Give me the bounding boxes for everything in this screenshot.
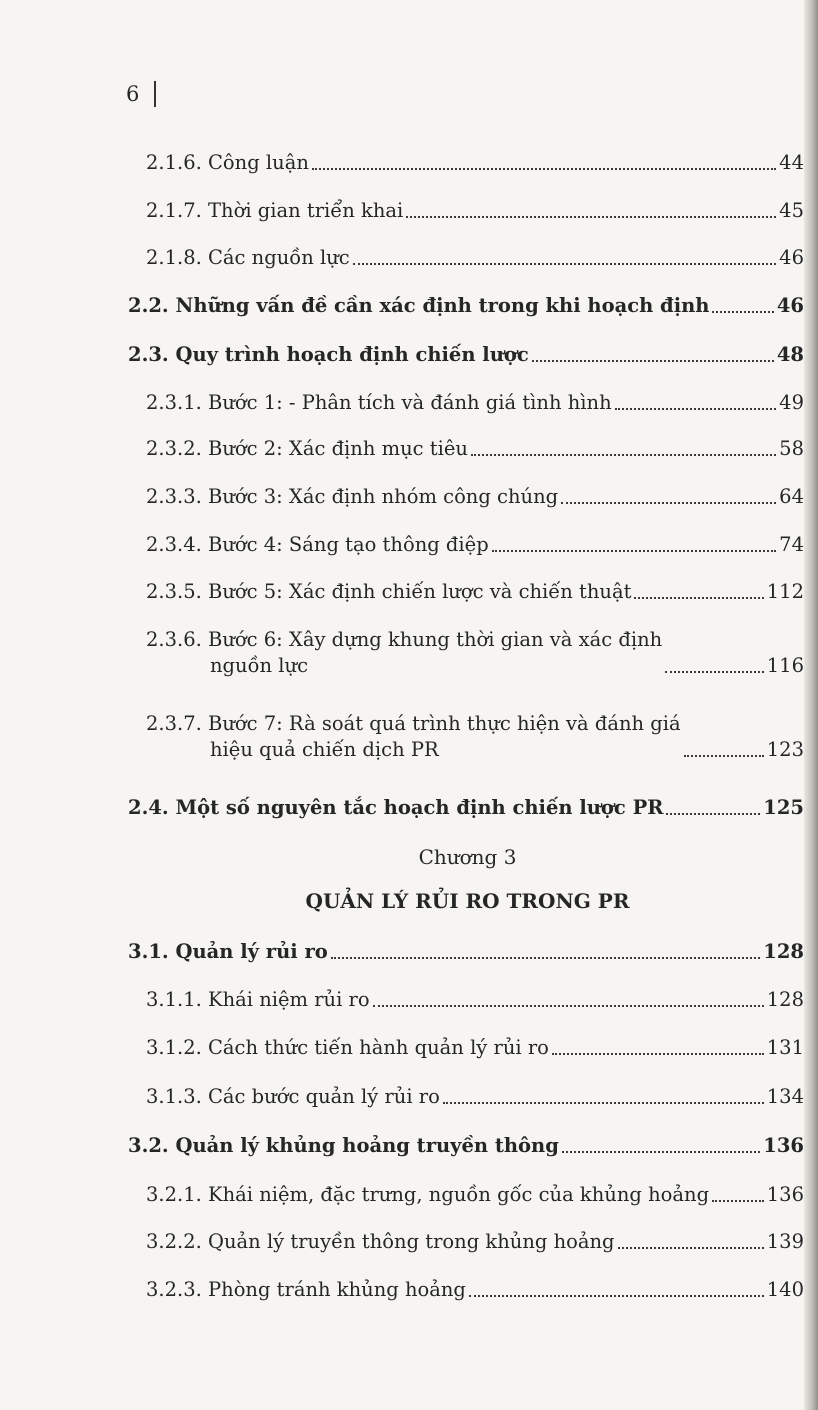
leader-dots xyxy=(406,216,776,218)
toc-entry-page: 58 xyxy=(779,437,804,460)
toc-entry-page: 45 xyxy=(779,199,804,222)
leader-dots xyxy=(312,168,776,170)
toc-entry[interactable] xyxy=(146,245,804,271)
toc-entry-title-line2: nguồn lực xyxy=(210,654,309,677)
toc-entry-title-line2: hiệu quả chiến dịch PR xyxy=(210,738,439,761)
toc-entry-title: 2.1.8. Các nguồn lực xyxy=(146,246,350,269)
toc-entry[interactable] xyxy=(146,150,804,176)
toc-section-entry[interactable] xyxy=(128,1133,804,1159)
leader-dots xyxy=(373,1005,764,1007)
toc-entry-page: 128 xyxy=(766,988,804,1011)
toc-entry-title: 3.1.3. Các bước quản lý rủi ro xyxy=(146,1085,440,1108)
leader-dots xyxy=(492,550,776,552)
toc-entry-title: 3.1.2. Cách thức tiến hành quản lý rủi ro xyxy=(146,1036,549,1059)
leader-dots xyxy=(665,671,764,673)
leader-dots xyxy=(471,454,776,456)
toc-entry-page: 74 xyxy=(779,533,804,556)
toc-entry[interactable] xyxy=(146,532,804,558)
toc-section-entry[interactable] xyxy=(128,293,804,319)
leader-dots xyxy=(666,813,760,815)
leader-dots xyxy=(331,957,761,959)
toc-entry-title: 2.2. Những vấn đề cần xác định trong khi hoạch định xyxy=(128,294,710,317)
toc-entry-page: 125 xyxy=(763,796,804,819)
toc-entry-page: 134 xyxy=(766,1085,804,1108)
toc-entry[interactable] xyxy=(146,1182,804,1208)
toc-entry[interactable] xyxy=(146,1229,804,1255)
leader-dots xyxy=(684,755,764,757)
toc-entry[interactable] xyxy=(146,436,804,462)
toc-entry-page: 123 xyxy=(766,738,804,761)
toc-entry-page: 136 xyxy=(763,1134,804,1157)
toc-entry-page: 140 xyxy=(766,1278,804,1301)
toc-entry-title: 2.3.3. Bước 3: Xác định nhóm công chúng xyxy=(146,485,559,508)
toc-entry-title: 3.2. Quản lý khủng hoảng truyền thông xyxy=(128,1134,559,1157)
toc-entry-page: 46 xyxy=(779,246,804,269)
toc-entry-title: 2.1.6. Công luận xyxy=(146,151,309,174)
toc-entry-multiline[interactable] xyxy=(146,711,804,763)
toc-entry-page: 64 xyxy=(779,485,804,508)
toc-entry-page: 44 xyxy=(779,151,804,174)
toc-entry[interactable] xyxy=(146,390,804,416)
toc-entry-title: 3.2.3. Phòng tránh khủng hoảng xyxy=(146,1278,466,1301)
toc-entry-title: 3.1. Quản lý rủi ro xyxy=(128,940,328,963)
leader-dots xyxy=(353,263,776,265)
toc-section-entry[interactable] xyxy=(128,795,804,821)
toc-entry-title: 2.4. Một số nguyên tắc hoạch định chiến lược PR xyxy=(128,796,664,819)
toc-entry-title xyxy=(146,627,662,679)
toc-entry-title: 2.3.1. Bước 1: - Phân tích và đánh giá tình hình xyxy=(146,391,612,414)
toc-entry[interactable] xyxy=(146,484,804,510)
toc-entry-page: 48 xyxy=(776,343,804,366)
chapter-label: Chương 3 xyxy=(418,845,517,869)
toc-entry-page: 136 xyxy=(766,1183,804,1206)
toc-entry-title: 2.3.5. Bước 5: Xác định chiến lược và chiến thuật xyxy=(146,580,632,603)
toc-entry-title: 2.3. Quy trình hoạch định chiến lược xyxy=(128,343,529,366)
toc-entry[interactable] xyxy=(146,198,804,224)
toc-entry-title-line1: 2.3.6. Bước 6: Xây dựng khung thời gian và xác định xyxy=(146,628,663,651)
toc-entry-title: 2.3.2. Bước 2: Xác định mục tiêu xyxy=(146,437,468,460)
chapter-title: QUẢN LÝ RỦI RO TRONG PR xyxy=(305,889,630,913)
toc-section-entry[interactable] xyxy=(128,342,804,368)
leader-dots xyxy=(469,1295,764,1297)
leader-dots xyxy=(532,360,774,362)
page-number: 6 xyxy=(126,82,140,106)
leader-dots xyxy=(443,1102,764,1104)
leader-dots xyxy=(562,1151,760,1153)
leader-dots xyxy=(712,1200,764,1202)
toc-entry-title-line1: 2.3.7. Bước 7: Rà soát quá trình thực hiện và đánh giá xyxy=(146,712,681,735)
leader-dots xyxy=(634,597,763,599)
toc-entry-title: 3.2.2. Quản lý truyền thông trong khủng hoảng xyxy=(146,1230,615,1253)
leader-dots xyxy=(618,1247,764,1249)
toc-entry[interactable] xyxy=(146,1277,804,1303)
toc-entry-page: 46 xyxy=(776,294,804,317)
leader-dots xyxy=(552,1053,764,1055)
leader-dots xyxy=(561,502,776,504)
toc-entry-title: 2.1.7. Thời gian triển khai xyxy=(146,199,404,222)
toc-entry[interactable] xyxy=(146,579,804,605)
toc-entry-page: 139 xyxy=(766,1230,804,1253)
toc-entry-title: 2.3.4. Bước 4: Sáng tạo thông điệp xyxy=(146,533,489,556)
toc-entry[interactable] xyxy=(146,1035,804,1061)
toc-entry-multiline[interactable] xyxy=(146,627,804,679)
toc-entry[interactable] xyxy=(146,987,804,1013)
toc-entry-title xyxy=(146,711,681,763)
toc-entry-page: 112 xyxy=(766,580,804,603)
toc-entry-page: 131 xyxy=(766,1036,804,1059)
toc-entry[interactable] xyxy=(146,1084,804,1110)
toc-entry-title: 3.1.1. Khái niệm rủi ro xyxy=(146,988,370,1011)
toc-entry-page: 128 xyxy=(763,940,804,963)
toc-entry-title: 3.2.1. Khái niệm, đặc trưng, nguồn gốc của khủng hoảng xyxy=(146,1183,710,1206)
toc-entry-page: 116 xyxy=(766,654,804,677)
leader-dots xyxy=(712,311,773,313)
toc-section-entry[interactable] xyxy=(128,939,804,965)
leader-dots xyxy=(615,408,777,410)
toc-entry-page: 49 xyxy=(779,391,804,414)
